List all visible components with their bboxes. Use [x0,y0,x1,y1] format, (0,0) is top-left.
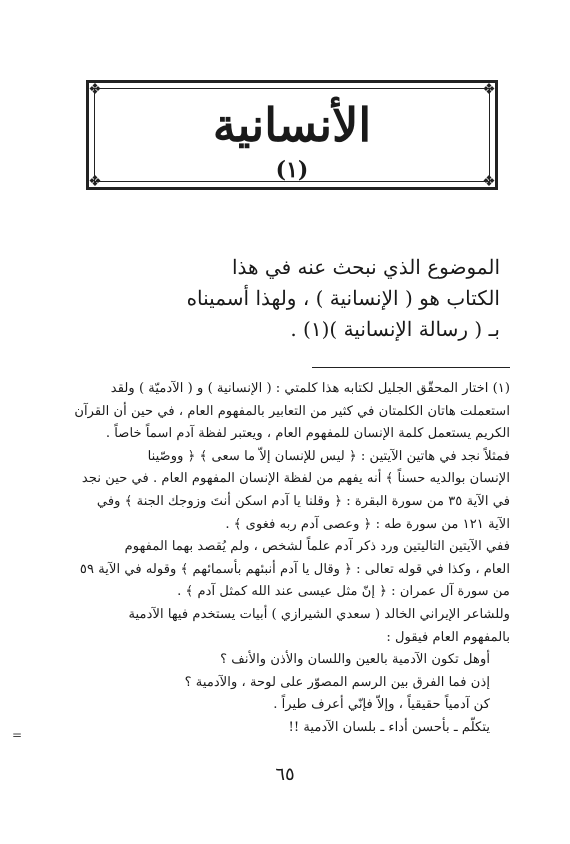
footnote-separator [312,367,510,368]
poem-line: إذن فما الفرق بين الرسم المصوّر على لوحة ، والآدمية ؟ [184,674,490,690]
footnote-line: فمثلاً نجد في هاتين الآيتين : ﴿ ليس للإنسان إلاّ ما سعى ﴾ ﴿ ووصّينا [147,448,510,464]
intro-line: الكتاب هو ( الإنسانية ) ، ولهذا أسميناه [186,286,500,310]
footnote-line: الإنسان بوالديه حسناً ﴾ أنه يفهم من لفظة الإنسان المفهوم العام . في حين نجد [81,471,510,487]
poem-line: أوهل تكون الآدمية بالعين واللسان والأذن والأنف ؟ [220,652,490,668]
footnote-line: الآية ١٢١ من سورة طه : ﴿ وعصى آدم ربه فغوى ﴾ . [225,516,510,532]
chapter-title: الأنسانية [212,98,372,152]
poem-verses [60,649,510,739]
frame-corner-ornament: ❖ [482,172,496,190]
footnote-block [60,378,510,740]
chapter-heading-frame [86,80,498,190]
intro-line: الموضوع الذي نبحث عنه في هذا [231,255,500,279]
poem-line: يتكلّم ـ بأحسن أداء ـ بلسان الآدمية !! [288,719,490,735]
footnote-line: بالمفهوم العام فيقول : [386,629,510,645]
footnote-line: ففي الآيتين التاليتين ورد ذكر آدم علماً لشخص ، ولم يُقصد بهما المفهوم [124,539,510,555]
intro-line: بـ ( رسالة الإنسانية )(١) . [290,317,500,341]
page-number: ٦٥ [275,764,295,785]
poem-line: كن آدمياً حقيقياً ، وإلاّ فإنّي أعرف طيراً . [273,697,490,713]
margin-mark: = [12,728,23,742]
footnote-line: وللشاعر الإيراني الخالد ( سعدي الشيرازي ) أبيات يستخدم فيها الآدمية [128,606,510,622]
footnote-line: استعملت هاتان الكلمتان في كثير من التعابير بالمفهوم العام ، في حين أن القرآن [74,403,510,419]
intro-paragraph [64,252,500,345]
frame-corner-ornament: ❖ [88,172,102,190]
footnote-line: العام ، وكذا في قوله تعالى : ﴿ وقال يا آدم أنبئهم بأسمائهم ﴾ وقوله في الآية ٥٩ [79,561,510,577]
footnote-line: (١) اختار المحقّق الجليل لكتابه هذا كلمتي : ( الإنسانية ) و ( الآدميّة ) ولقد [110,381,510,396]
footnote-line: الكريم يستعمل كلمة الإنسان للمفهوم العام ، ويعتبر لفظة آدم اسماً خاصاً . [105,426,510,442]
chapter-number: (١) [275,157,309,183]
frame-corner-ornament: ❖ [482,80,496,98]
footnote-line: من سورة آل عمران : ﴿ إنّ مثل عيسى عند الله كمثل آدم ﴾ . [177,584,510,600]
footnote-line: في الآية ٣٥ من سورة البقرة : ﴿ وقلنا يا آدم اسكن أنتَ وزوجك الجنة ﴾ وفي [96,493,510,509]
frame-corner-ornament: ❖ [88,80,102,98]
